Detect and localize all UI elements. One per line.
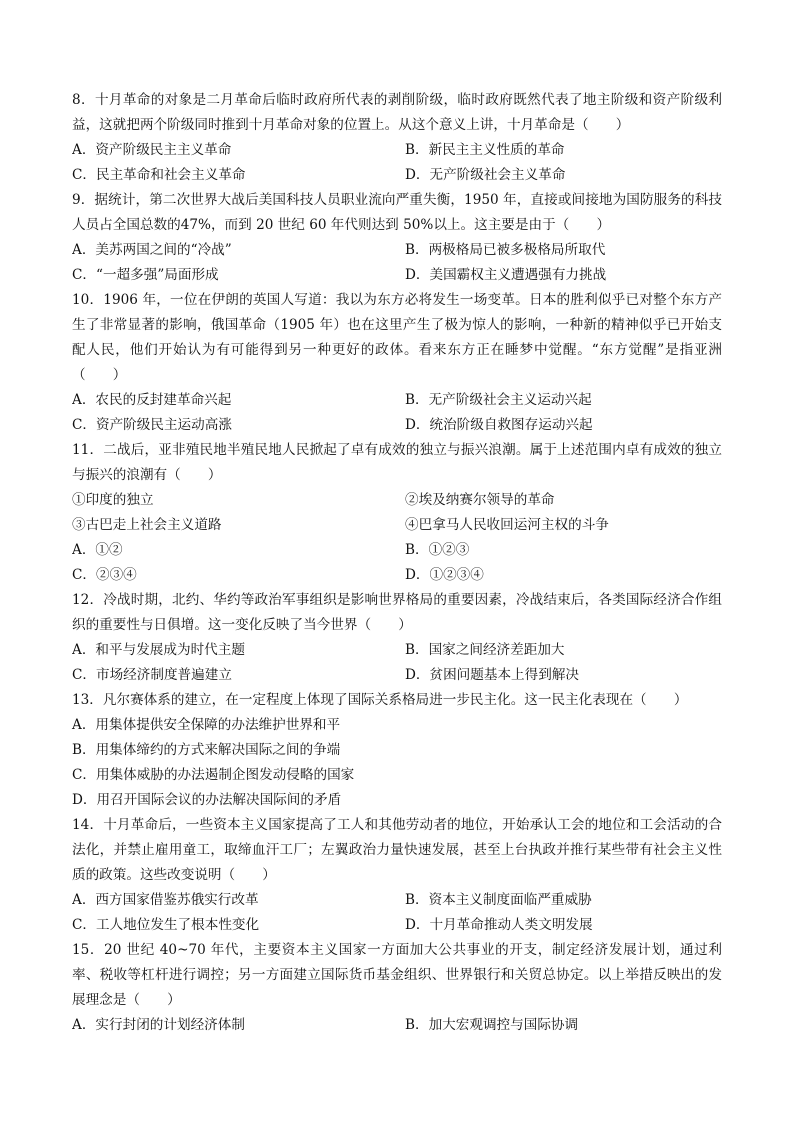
option-row xyxy=(72,1013,722,1038)
option-c: C．资产阶级民主运动高涨 xyxy=(72,417,232,433)
option-a: A．实行封闭的计划经济体制 xyxy=(72,1017,245,1033)
option-b: B．①②③ xyxy=(405,542,470,558)
option-row xyxy=(72,888,722,913)
option-b: B．新民主主义性质的革命 xyxy=(405,142,565,158)
option-row xyxy=(72,263,722,288)
option-row xyxy=(72,563,722,588)
option-row xyxy=(72,638,722,663)
statement-row xyxy=(72,488,722,513)
question-11 xyxy=(72,438,722,588)
option-d: D．贫困问题基本上得到解决 xyxy=(405,667,580,683)
option-c: C．市场经济制度普遍建立 xyxy=(72,667,232,683)
exam-page xyxy=(72,88,722,1038)
question-stem: 12．冷战时期，北约、华约等政治军事组织是影响世界格局的重要因素，冷战结束后，各类国际经济合作组织的重要性与日俱增。这一变化反映了当今世界（ ） xyxy=(72,592,722,633)
option-d: D．无产阶级社会主义革命 xyxy=(405,167,566,183)
option-row xyxy=(72,913,722,938)
option-row xyxy=(72,138,722,163)
question-13 xyxy=(72,688,722,813)
option-a: A．用集体提供安全保障的办法维护世界和平 xyxy=(72,717,341,733)
statement-3: ③古巴走上社会主义道路 xyxy=(72,517,222,533)
option-a: A．①② xyxy=(72,542,123,558)
question-15 xyxy=(72,938,722,1038)
option-a: A．西方国家借鉴苏俄实行改革 xyxy=(72,892,259,908)
question-14 xyxy=(72,813,722,938)
option-a: A．和平与发展成为时代主题 xyxy=(72,642,245,658)
option-row xyxy=(72,538,722,563)
option-a: A．资产阶级民主主义革命 xyxy=(72,142,232,158)
question-10 xyxy=(72,288,722,438)
question-stem: 15．20 世纪 40~70 年代，主要资本主义国家一方面加大公共事业的开支，制定经济发展计划，通过利率、税收等杠杆进行调控；另一方面建立国际货币基金组织、世界银行和关贸总协定。以上举措反映出的发展理念是（ ） xyxy=(72,942,722,1008)
option-row xyxy=(72,163,722,188)
question-stem: 11．二战后，亚非殖民地半殖民地人民掀起了卓有成效的独立与振兴浪潮。属于上述范围内卓有成效的独立与振兴的浪潮有（ ） xyxy=(72,442,722,483)
option-b: B．用集体缔约的方式来解决国际之间的争端 xyxy=(72,742,341,758)
option-row xyxy=(72,663,722,688)
option-a: A．农民的反封建革命兴起 xyxy=(72,392,232,408)
statement-1: ①印度的独立 xyxy=(72,492,154,508)
option-c: C．工人地位发生了根本性变化 xyxy=(72,917,260,933)
option-c: C．②③④ xyxy=(72,567,137,583)
option-b: B．两极格局已被多极格局所取代 xyxy=(405,242,606,258)
option-c: C．用集体威胁的办法遏制企图发动侵略的国家 xyxy=(72,767,355,783)
option-d: D．十月革命推动人类文明发展 xyxy=(405,917,593,933)
question-stem: 10．1906 年，一位在伊朗的英国人写道：我以为东方必将发生一场变革。日本的胜利似乎已对整个东方产生了非常显著的影响，俄国革命（1905 年）也在这里产生了极为惊人的影响，一种新的精神似乎已开始支配人民，他们开始认为有可能得到另一种更好的政体。看来东方正在睡梦中觉醒。“东方觉醒”是指亚洲（ ） xyxy=(72,292,722,383)
question-stem: 9．据统计，第二次世界大战后美国科技人员职业流向严重失衡，1950 年，直接或间接地为国防服务的科技人员占全国总数的47%，而到 20 世纪 60 年代则达到 50%以上。这主要是由于（ ） xyxy=(72,192,722,233)
option-d: D．美国霸权主义遭遇强有力挑战 xyxy=(405,267,607,283)
option-b: B．国家之间经济差距加大 xyxy=(405,642,565,658)
option-b: B．无产阶级社会主义运动兴起 xyxy=(405,392,592,408)
option-c: C．“一超多强”局面形成 xyxy=(72,267,219,283)
option-b: B．资本主义制度面临严重威胁 xyxy=(405,892,592,908)
option-row xyxy=(72,238,722,263)
option-c: C．民主革命和社会主义革命 xyxy=(72,167,246,183)
option-d: D．①②③④ xyxy=(405,567,484,583)
question-stem: 13．凡尔赛体系的建立，在一定程度上体现了国际关系格局进一步民主化。这一民主化表现在（ ） xyxy=(72,692,688,708)
question-stem: 8．十月革命的对象是二月革命后临时政府所代表的剥削阶级，临时政府既然代表了地主阶级和资产阶级利益，这就把两个阶级同时推到十月革命对象的位置上。从这个意义上讲，十月革命是（ ） xyxy=(72,92,722,133)
statement-4: ④巴拿马人民收回运河主权的斗争 xyxy=(405,517,609,533)
statement-2: ②埃及纳赛尔领导的革命 xyxy=(405,492,555,508)
question-9 xyxy=(72,188,722,288)
option-b: B．加大宏观调控与国际协调 xyxy=(405,1017,579,1033)
option-row xyxy=(72,413,722,438)
statement-row xyxy=(72,513,722,538)
question-12 xyxy=(72,588,722,688)
option-row xyxy=(72,388,722,413)
question-8 xyxy=(72,88,722,188)
option-a: A．美苏两国之间的“冷战” xyxy=(72,242,232,258)
option-d: D．用召开国际会议的办法解决国际间的矛盾 xyxy=(72,792,342,808)
option-d: D．统治阶级自救图存运动兴起 xyxy=(405,417,593,433)
question-stem: 14．十月革命后，一些资本主义国家提高了工人和其他劳动者的地位，开始承认工会的地位和工会活动的合法化，并禁止雇用童工，取缔血汗工厂；左翼政治力量快速发展，甚至上台执政并推行某些带有社会主义性质的政策。这些改变说明（ ） xyxy=(72,817,722,883)
